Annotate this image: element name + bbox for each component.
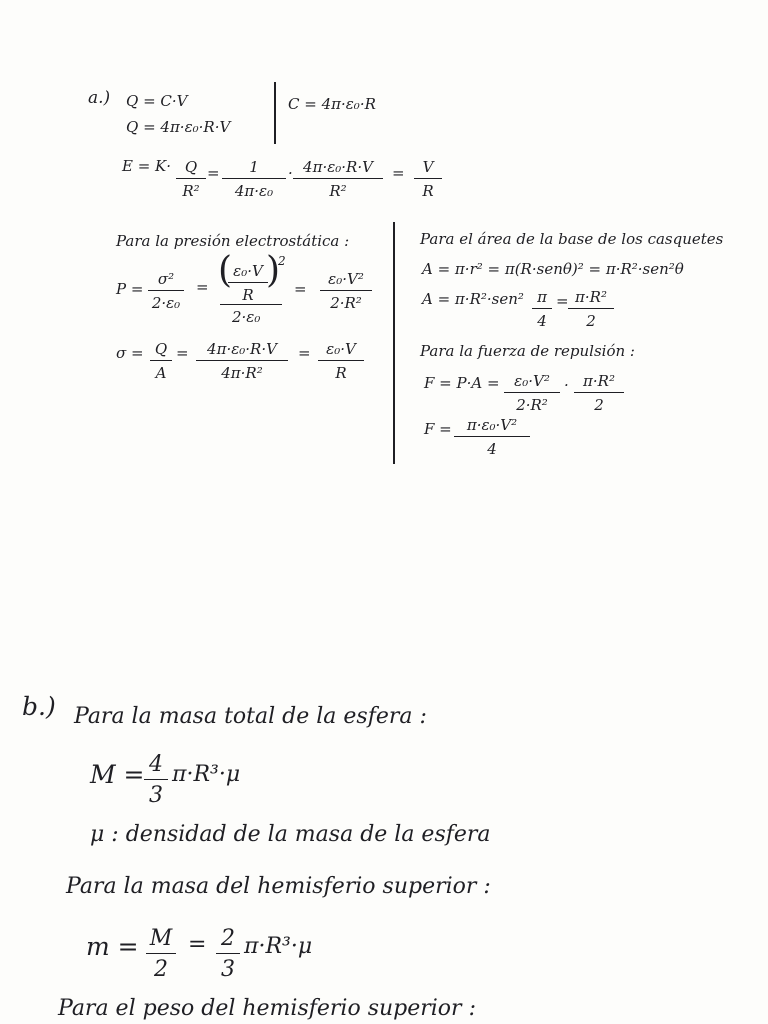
- numerator: M: [149, 926, 173, 951]
- denominator: 2·R²: [330, 294, 362, 312]
- denominator: 4π·ε₀: [234, 182, 274, 200]
- numerator: ε₀·V²: [514, 372, 550, 390]
- inner-fraction: [228, 262, 268, 304]
- denominator: A: [155, 364, 167, 382]
- pressure-fraction-result: [320, 270, 372, 312]
- pressure-lhs: P =: [116, 280, 144, 298]
- part-b-label: b.): [22, 692, 56, 721]
- force-equation-1-lhs: F = P·A =: [424, 374, 500, 392]
- denominator: 2: [586, 312, 596, 330]
- force-fraction-area: [574, 372, 624, 414]
- total-mass-lhs: M =: [90, 760, 145, 789]
- part-a-label: a.): [88, 88, 111, 108]
- numerator: Q: [154, 340, 168, 358]
- field-lhs: E = K·: [122, 157, 172, 175]
- equals-sign: =: [196, 278, 209, 296]
- hemisphere-mass-lhs: m =: [86, 932, 139, 961]
- numerator: V: [422, 158, 434, 176]
- force-equation-2-lhs: F =: [424, 420, 452, 438]
- equals-sign: =: [188, 932, 207, 957]
- area-equation-2-lhs: A = π·R²·sen²: [422, 290, 524, 308]
- area-fraction-result: [568, 288, 614, 330]
- denominator: 2·ε₀: [151, 294, 181, 312]
- sigma-fraction-middle: [196, 340, 288, 382]
- exponent: 2: [278, 254, 286, 268]
- capacitance-equation: C = 4π·ε₀·R: [288, 95, 376, 113]
- top-vertical-divider: [274, 82, 276, 144]
- numerator: 1: [249, 158, 259, 176]
- denominator: 4: [537, 312, 547, 330]
- sigma-fraction-q-a: [150, 340, 172, 382]
- numerator: 4π·ε₀·R·V: [207, 340, 277, 358]
- left-parenthesis: (: [218, 250, 233, 291]
- numerator: ε₀·V²: [328, 270, 364, 288]
- force-fraction-result: [454, 416, 530, 458]
- field-fraction-one-over-4pie0: [222, 158, 286, 200]
- hemisphere-fraction-2-3: [216, 926, 240, 982]
- numerator: 2: [221, 926, 235, 951]
- denominator: R²: [329, 182, 347, 200]
- hemisphere-mass-heading: Para la masa del hemisferio superior :: [66, 874, 491, 899]
- sigma-fraction-result: [318, 340, 364, 382]
- numerator: π: [537, 288, 547, 306]
- field-fraction-v-r: [414, 158, 442, 200]
- total-mass-rest: π·R³·μ: [172, 762, 241, 787]
- equals-sign: =: [392, 164, 405, 182]
- area-fraction-pi-4: [532, 288, 552, 330]
- charge-equation: Q = C·V: [126, 92, 188, 110]
- hemisphere-weight-heading: Para el peso del hemisferio superior :: [58, 996, 476, 1021]
- denominator: 2: [154, 957, 168, 982]
- dot-operator: ·: [564, 376, 569, 394]
- area-heading: Para el área de la base de los casquetes: [420, 230, 724, 248]
- hemisphere-fraction-m-2: [146, 926, 176, 982]
- numerator: Q: [184, 158, 198, 176]
- force-fraction-pressure: [504, 372, 560, 414]
- field-fraction-q-r2: [176, 158, 206, 200]
- numerator: σ²: [157, 270, 175, 288]
- numerator: 4π·ε₀·R·V: [303, 158, 373, 176]
- main-denominator: 2·ε₀: [232, 308, 261, 326]
- total-mass-heading: Para la masa total de la esfera :: [74, 704, 427, 729]
- density-definition: μ : densidad de la masa de la esfera: [90, 822, 491, 847]
- denominator: 3: [221, 957, 235, 982]
- total-mass-fraction: [144, 752, 168, 808]
- numerator: 4: [149, 752, 163, 777]
- pressure-fraction-sigma2: [148, 270, 184, 312]
- denominator: 3: [149, 783, 163, 808]
- hemisphere-mass-rest: π·R³·μ: [244, 934, 313, 959]
- area-equation-1: A = π·r² = π(R·senθ)² = π·R²·sen²θ: [422, 260, 684, 278]
- denominator: 4π·R²: [221, 364, 263, 382]
- denominator: 4: [487, 440, 497, 458]
- numerator: ε₀·V: [326, 340, 356, 358]
- numerator: π·R²: [583, 372, 615, 390]
- equals-sign: =: [176, 344, 189, 362]
- numerator: π·ε₀·V²: [466, 416, 518, 434]
- sigma-lhs: σ =: [116, 344, 144, 362]
- denominator: R: [335, 364, 347, 382]
- main-fraction-bar: [220, 304, 282, 305]
- denominator: 2: [594, 396, 604, 414]
- denominator: R²: [182, 182, 200, 200]
- right-parenthesis: ): [266, 250, 281, 291]
- pressure-heading: Para la presión electrostática :: [116, 232, 350, 250]
- equals-sign: =: [207, 164, 220, 182]
- charge-expanded-equation: Q = 4π·ε₀·R·V: [126, 118, 231, 136]
- column-divider: [393, 222, 395, 464]
- dot-operator: ·: [288, 164, 293, 182]
- numerator: π·R²: [575, 288, 607, 306]
- equals-sign: =: [556, 292, 569, 310]
- denominator: R: [242, 286, 254, 304]
- denominator: 2·R²: [516, 396, 548, 414]
- equals-sign: =: [294, 280, 307, 298]
- force-heading: Para la fuerza de repulsión :: [420, 342, 635, 360]
- numerator: ε₀·V: [233, 262, 263, 280]
- equals-sign: =: [298, 344, 311, 362]
- denominator: R: [422, 182, 434, 200]
- field-fraction-4pie0rv-r2: [293, 158, 383, 200]
